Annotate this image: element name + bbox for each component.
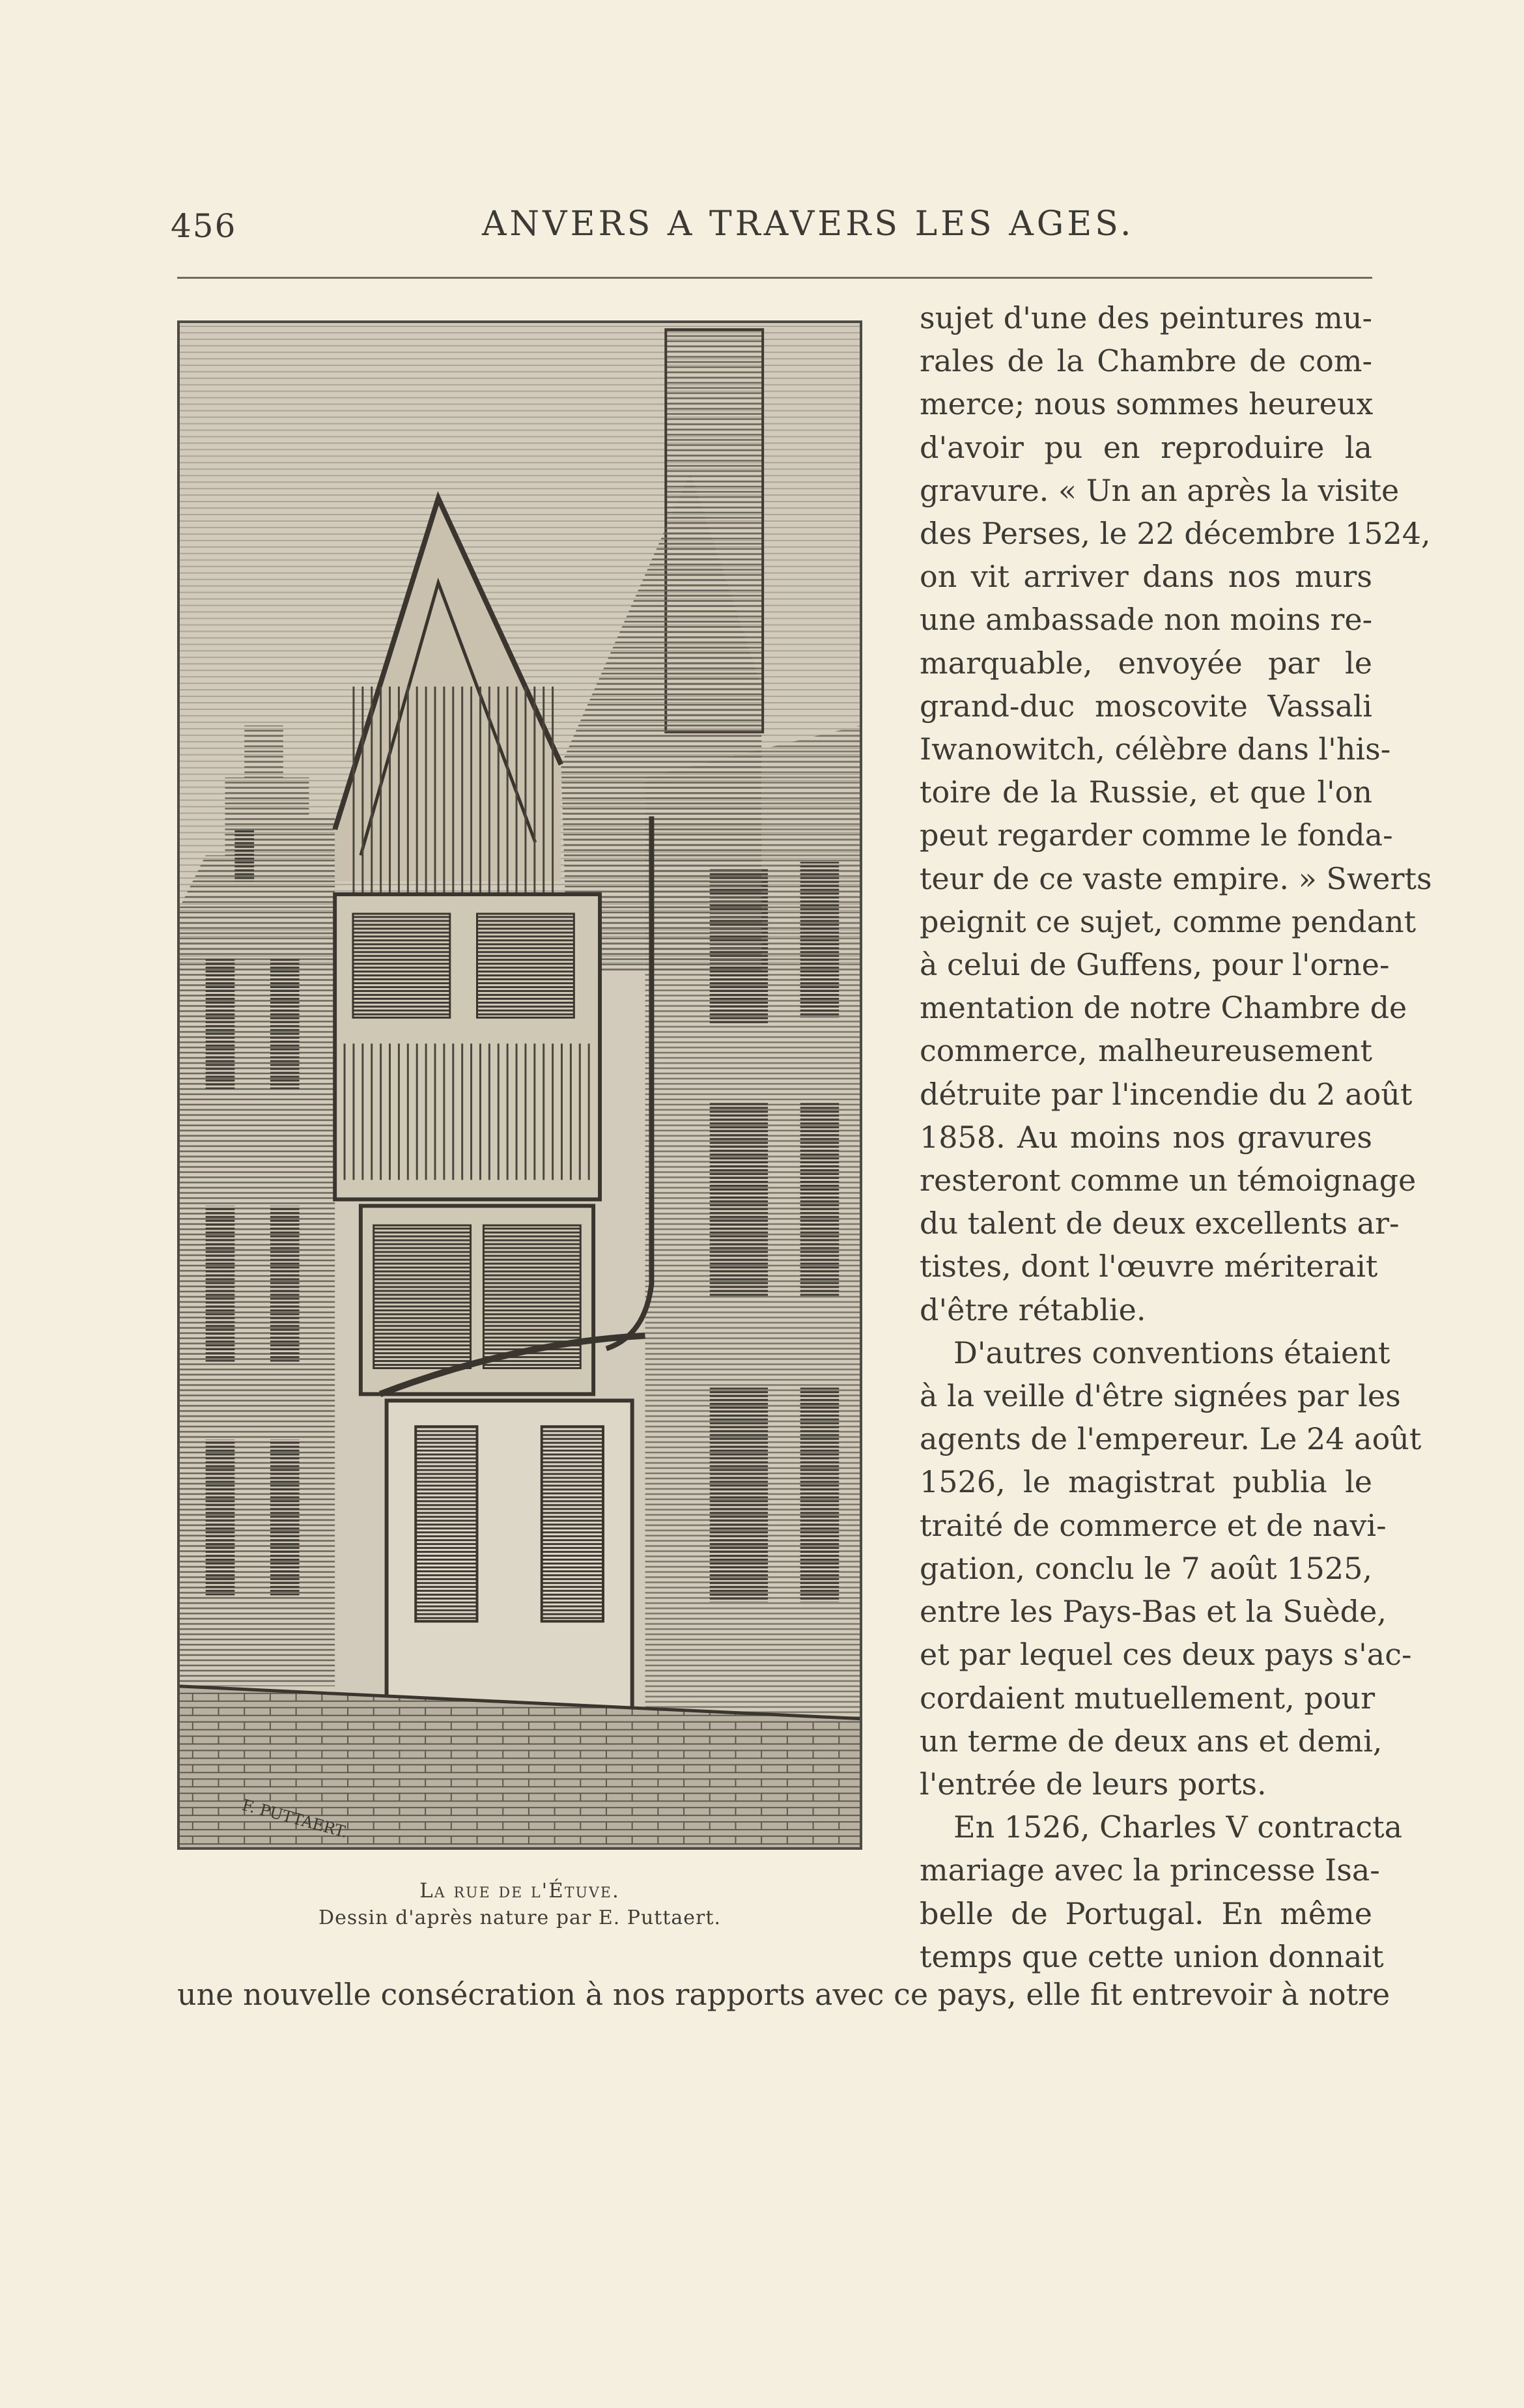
engraving-illustration	[177, 320, 862, 1850]
text-line: gation, conclu le 7 août 1525,	[920, 1550, 1372, 1586]
text-line: une ambassade non moins re-	[920, 602, 1373, 638]
text-line: d'être rétablie.	[920, 1292, 1146, 1327]
text-line: mariage avec la princesse Isa-	[920, 1852, 1380, 1888]
text-line: teur de ce vaste empire. » Swerts	[920, 860, 1432, 896]
text-line: D'autres conventions étaient	[953, 1335, 1390, 1370]
full-width-text-line: une nouvelle consécration à nos rapports avec ce pays, elle fit entrevoir à notre	[177, 1977, 1390, 2012]
text-line: à celui de Guffens, pour l'orne-	[920, 947, 1390, 983]
figure-caption	[177, 1877, 862, 1932]
text-line: entre les Pays-Bas et la Suède,	[920, 1594, 1387, 1630]
header-rule	[177, 277, 1372, 279]
text-line: on vit arriver dans nos murs	[920, 559, 1372, 595]
text-line: rales de la Chambre de com-	[920, 343, 1372, 379]
caption-credit: Dessin d'après nature par E. Puttaert.	[318, 1906, 721, 1929]
text-line: sujet d'une des peintures mu-	[920, 300, 1372, 335]
text-line: mentation de notre Chambre de	[920, 990, 1407, 1026]
text-line: tistes, dont l'œuvre mériterait	[920, 1249, 1378, 1284]
text-line: l'entrée de leurs ports.	[920, 1766, 1267, 1802]
house-engraving-drawing	[180, 323, 860, 1847]
text-line: à la veille d'être signées par les	[920, 1378, 1401, 1414]
text-line: belle de Portugal. En même	[920, 1895, 1372, 1931]
text-line: et par lequel ces deux pays s'ac-	[920, 1637, 1412, 1673]
text-line: un terme de deux ans et demi,	[920, 1723, 1383, 1759]
caption-title: La rue de l'Étuve.	[419, 1879, 620, 1903]
artist-signature: F. PUTTAERT.	[240, 1795, 350, 1842]
text-line: resteront comme un témoignage	[920, 1163, 1417, 1198]
text-line: agents de l'empereur. Le 24 août	[920, 1421, 1422, 1457]
text-line: peut regarder comme le fonda-	[920, 817, 1393, 853]
text-line: temps que cette union donnait	[920, 1938, 1384, 1974]
text-line: marquable, envoyée par le	[920, 645, 1372, 681]
page-number: 456	[171, 207, 237, 245]
text-line: des Perses, le 22 décembre 1524,	[920, 516, 1431, 552]
text-line: commerce, malheureusement	[920, 1033, 1372, 1069]
text-line: du talent de deux excellents ar-	[920, 1206, 1400, 1241]
text-line: d'avoir pu en reproduire la	[920, 429, 1372, 465]
text-line: peignit ce sujet, comme pendant	[920, 903, 1417, 939]
text-line: 1858. Au moins nos gravures	[920, 1119, 1372, 1155]
text-line: merce; nous sommes heureux	[920, 386, 1374, 422]
text-line: traité de commerce et de navi-	[920, 1507, 1387, 1543]
text-line: toire de la Russie, et que l'on	[920, 774, 1372, 810]
text-line: cordaient mutuellement, pour	[920, 1680, 1376, 1716]
running-title: ANVERS A TRAVERS LES AGES.	[482, 205, 1135, 244]
text-line: Iwanowitch, célèbre dans l'his-	[920, 731, 1391, 767]
text-line: En 1526, Charles V contracta	[953, 1809, 1403, 1845]
text-line: détruite par l'incendie du 2 août	[920, 1076, 1413, 1112]
text-line: grand-duc moscovite Vassali	[920, 688, 1372, 724]
text-line: 1526, le magistrat publia le	[920, 1464, 1372, 1500]
body-text-column	[920, 296, 1432, 1978]
text-line: gravure. « Un an après la visite	[920, 472, 1400, 508]
